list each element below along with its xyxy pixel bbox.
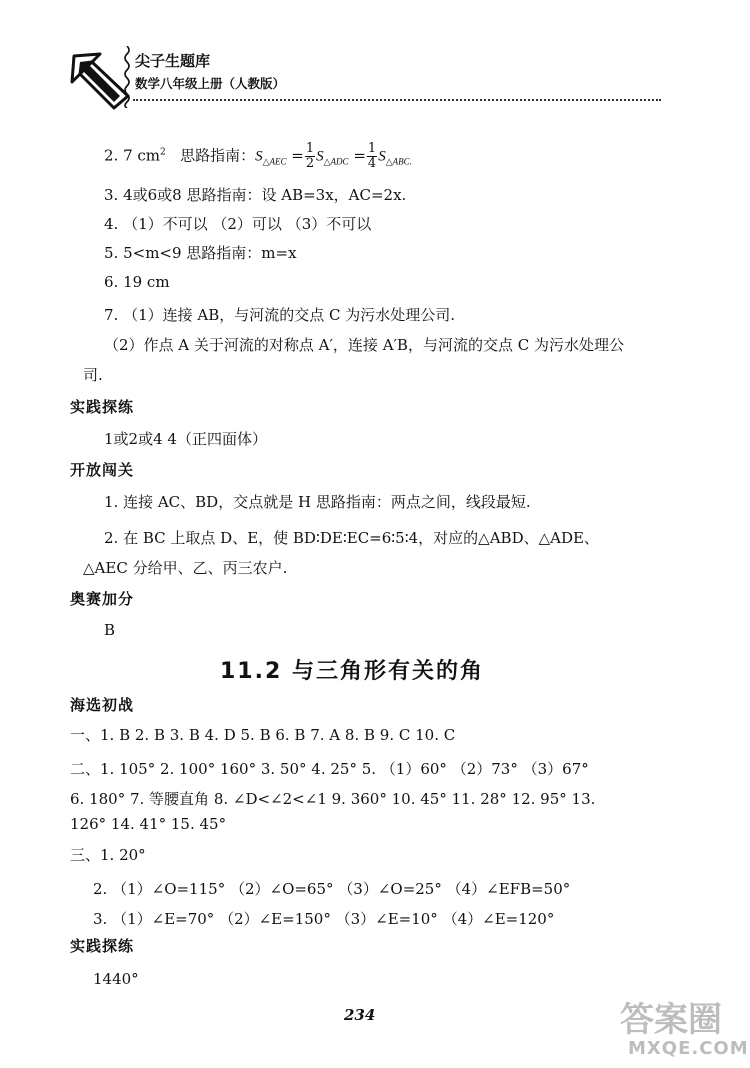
answer-line-5: 5. 5<m<9 思路指南：m=x [104, 244, 297, 262]
header-divider [133, 99, 661, 101]
answer-row-7: 3. （1）∠E=70° （2）∠E=150° （3）∠E=10° （4）∠E=120° [93, 910, 555, 928]
header-subtitle: 数学八年级上册（人教版） [135, 76, 286, 91]
answer-row-4: 126° 14. 41° 15. 45° [70, 815, 227, 833]
answer-line-7b: （2）作点 A 关于河流的对称点 A′，连接 A′B，与河流的交点 C 为污水处理公 [104, 336, 624, 354]
answer-line-2: 2. 7 $cm^2$ 思路指南：$S_{\triangle AEC}$ = $\frac{1}{2}$ $S_{\triangle ADC}$ = $\frac{1}{4}$ $S_{\triangle ABC.}$ [104, 141, 412, 171]
answer-row-5: 三、1. 20° [70, 846, 146, 864]
open-answer-2b: △AEC 分给甲、乙、丙三农户. [83, 559, 288, 577]
section-heading-olympiad: 奥赛加分 [70, 590, 135, 608]
fraction-half: $\frac{1}{2}$ [305, 141, 315, 171]
answer-line-7c: 司. [83, 366, 103, 384]
answer-row-3: 6. 180° 7. 等腰直角 8. ∠D<∠2<∠1 9. 360° 10. 45° 11. 28° 12. 95° 13. [70, 790, 596, 808]
answer-row-2: 二、1. 105° 2. 100° 160° 3. 50° 4. 25° 5. （1）60° （2）73° （3）67° [70, 760, 589, 778]
section-heading-open: 开放闯关 [70, 461, 135, 479]
answer-line-4: 4. （1）不可以 （2）可以 （3）不可以 [104, 215, 372, 233]
answer-line-7: 7. （1）连接 AB，与河流的交点 C 为污水处理公司. [104, 306, 456, 324]
wavy-divider-icon [122, 46, 132, 108]
fraction-quarter: $\frac{1}{4}$ [367, 141, 377, 171]
answer-row-1: 一、1. B 2. B 3. B 4. D 5. B 6. B 7. A 8. B 9. C 10. C [70, 726, 456, 744]
section-heading-practice: 实践探练 [70, 398, 135, 416]
open-answer-2: 2. 在 BC 上取点 D、E，使 BD∶DE∶EC=6∶5∶4，对应的△ABD、△ADE、 [104, 529, 599, 547]
section-heading-selection: 海选初战 [70, 696, 135, 714]
answer-line-3: 3. 4或6或8 思路指南：设 AB=3x，AC=2x. [104, 186, 407, 204]
watermark-logo: 答案圈 [620, 1000, 722, 1040]
answer-line-6: 6. 19 cm [104, 273, 170, 291]
answer-row-6: 2. （1）∠O=115° （2）∠O=65° （3）∠O=25° （4）∠EFB=50° [93, 880, 571, 898]
section-heading-practice-2: 实践探练 [70, 937, 135, 955]
watermark-url: MXQE.COM [628, 1038, 749, 1059]
olympiad-answer: B [104, 621, 116, 639]
open-answer-1: 1. 连接 AC、BD，交点就是 H 思路指南：两点之间，线段最短. [104, 493, 531, 511]
practice-answer-2: 1440° [93, 970, 139, 988]
practice-answer: 1或2或4 4（正四面体） [104, 430, 267, 448]
chapter-title: 11.2 与三角形有关的角 [220, 659, 484, 684]
page-number: 234 [344, 1006, 376, 1024]
header-title: 尖子生题库 [135, 52, 211, 70]
